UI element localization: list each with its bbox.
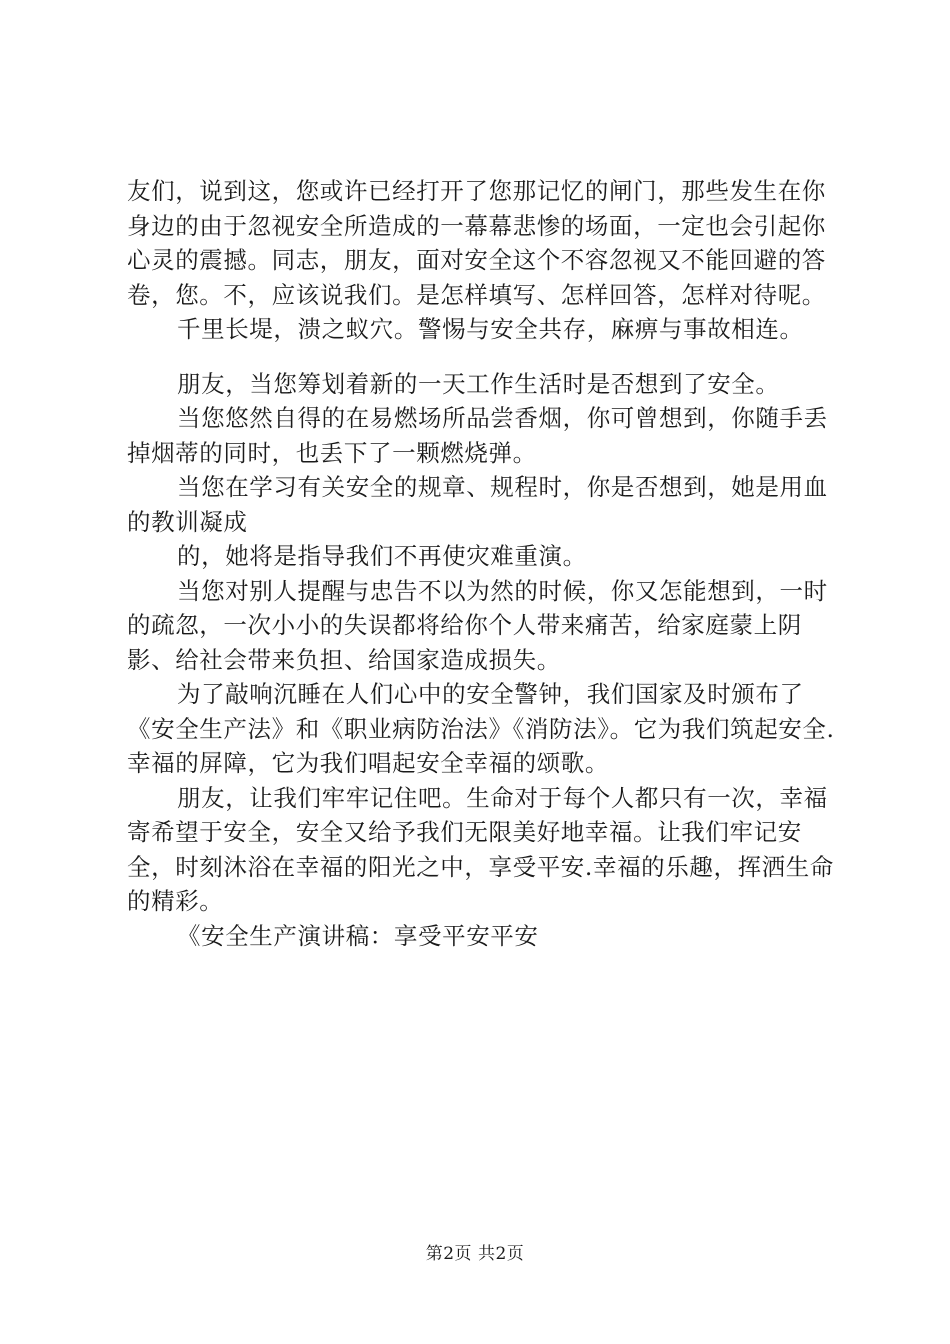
paragraph-smoking: 当您悠然自得的在易燃场所品尝香烟，你可曾想到，你随手丢掉烟蒂的同时，也丢下了一颗燃烧弹。 <box>127 404 828 467</box>
paragraph-regulations-cont: 的，她将是指导我们不再使灾难重演。 <box>177 542 587 570</box>
paragraph-regulations: 当您在学习有关安全的规章、规程时，你是否想到，她是用血的教训凝成 <box>127 473 828 536</box>
paragraph-conclusion: 朋友，让我们牢牢记住吧。生命对于每个人都只有一次，幸福寄希望于安全，安全又给予我们无限美好地幸福。让我们牢记安全，时刻沐浴在幸福的阳光之中，享受平安.幸福的乐趣，挥洒生命的精彩。 <box>127 783 834 915</box>
paragraph-proverb: 千里长堤，溃之蚁穴。警惕与安全共存，麻痹与事故相连。 <box>177 315 804 343</box>
paragraph-planning: 朋友，当您筹划着新的一天工作生活时是否想到了安全。 <box>177 369 780 398</box>
document-body <box>127 174 847 953</box>
page-number-footer: 第2页 共2页 <box>425 1244 525 1264</box>
paragraph-title-fragment: 《安全生产演讲稿：享受平安平安 <box>177 921 539 950</box>
paragraph-laws: 为了敲响沉睡在人们心中的安全警钟，我们国家及时颁布了《安全生产法》和《职业病防治法》《消防法》。它为我们筑起安全.幸福的屏障，它为我们唱起安全幸福的颂歌。 <box>127 680 835 777</box>
paragraph-advice: 当您对别人提醒与忠告不以为然的时候，你又怎能想到，一时的疏忽，一次小小的失误都将给你个人带来痛苦，给家庭蒙上阴影、给社会带来负担、给国家造成损失。 <box>127 576 828 674</box>
paragraph-continuation: 友们，说到这，您或许已经打开了您那记忆的闸门，那些发生在你身边的由于忽视安全所造成的一幕幕悲惨的场面，一定也会引起你心灵的震撼。同志，朋友，面对安全这个不容忽视又不能回避的答卷，您。不，应该说我们。是怎样填写、怎样回答，怎样对待呢。 <box>127 177 826 309</box>
